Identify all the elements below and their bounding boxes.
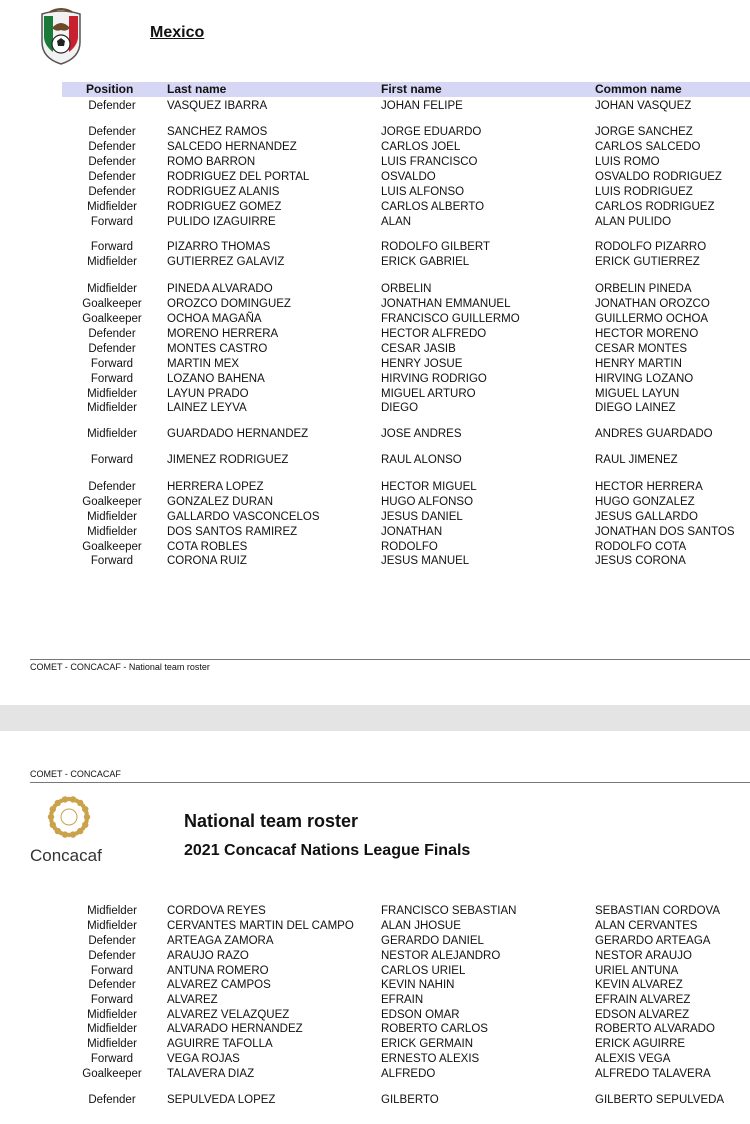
table-row	[0, 327, 750, 341]
player-common-name: GUILLERMO OCHOA	[595, 313, 709, 325]
table-row	[0, 140, 750, 154]
player-last-name: VASQUEZ IBARRA	[167, 100, 268, 112]
footer-text: COMET - CONCACAF - National team roster	[30, 662, 210, 672]
player-position: Forward	[90, 965, 134, 977]
table-row	[0, 964, 750, 978]
player-first-name: JOHAN FELIPE	[381, 100, 463, 112]
player-common-name: HECTOR MORENO	[595, 328, 699, 340]
player-common-name: EFRAIN ALVAREZ	[595, 994, 691, 1006]
table-row	[0, 904, 750, 918]
player-common-name: CESAR MONTES	[595, 343, 688, 355]
player-common-name: JESUS CORONA	[595, 555, 686, 567]
table-row	[0, 170, 750, 184]
player-common-name: JOHAN VASQUEZ	[595, 100, 692, 112]
table-row	[0, 934, 750, 948]
player-first-name: KEVIN NAHIN	[381, 979, 455, 991]
player-last-name: PIZARRO THOMAS	[167, 241, 271, 253]
player-position: Defender	[88, 171, 136, 183]
player-last-name: GUARDADO HERNANDEZ	[167, 428, 309, 440]
player-common-name: KEVIN ALVAREZ	[595, 979, 683, 991]
table-row	[0, 1093, 750, 1107]
table-row	[0, 427, 750, 441]
player-first-name: LUIS ALFONSO	[381, 186, 465, 198]
player-last-name: ALVAREZ VELAZQUEZ	[167, 1009, 290, 1021]
player-first-name: HUGO ALFONSO	[381, 496, 474, 508]
player-position: Defender	[88, 141, 136, 153]
player-position: Goalkeeper	[82, 313, 142, 325]
header-common-name: Common name	[595, 82, 682, 96]
player-common-name: RODOLFO PIZARRO	[595, 241, 707, 253]
player-first-name: RODOLFO	[381, 541, 438, 553]
table-row	[0, 155, 750, 169]
player-last-name: HERRERA LOPEZ	[167, 481, 264, 493]
player-last-name: ALVAREZ	[167, 994, 218, 1006]
player-common-name: DIEGO LAINEZ	[595, 402, 676, 414]
table-row	[0, 255, 750, 269]
player-first-name: EDSON OMAR	[381, 1009, 460, 1021]
player-position: Defender	[88, 979, 136, 991]
player-last-name: LAYUN PRADO	[167, 388, 249, 400]
player-first-name: HENRY JOSUE	[381, 358, 463, 370]
player-position: Midfielder	[87, 388, 137, 400]
player-common-name: JESUS GALLARDO	[595, 511, 698, 523]
header-first-name: First name	[381, 82, 442, 96]
player-first-name: ERICK GABRIEL	[381, 256, 470, 268]
table-row	[0, 342, 750, 356]
player-position: Defender	[88, 343, 136, 355]
concacaf-sun-logo-icon	[44, 792, 94, 842]
table-row	[0, 1037, 750, 1051]
table-row	[0, 99, 750, 113]
table-row	[0, 993, 750, 1007]
player-position: Defender	[88, 186, 136, 198]
player-first-name: EFRAIN	[381, 994, 424, 1006]
document-title: National team roster	[184, 811, 359, 831]
player-last-name: DOS SANTOS RAMIREZ	[167, 526, 298, 538]
player-first-name: ERNESTO ALEXIS	[381, 1053, 480, 1065]
table-row	[0, 540, 750, 554]
player-first-name: CESAR JASIB	[381, 343, 456, 355]
table-row	[0, 185, 750, 199]
player-last-name: PINEDA ALVARADO	[167, 283, 273, 295]
player-common-name: CARLOS SALCEDO	[595, 141, 701, 153]
player-position: Midfielder	[87, 920, 137, 932]
player-common-name: HENRY MARTIN	[595, 358, 682, 370]
player-first-name: JORGE EDUARDO	[381, 126, 482, 138]
player-position: Defender	[88, 328, 136, 340]
player-first-name: ROBERTO CARLOS	[381, 1023, 488, 1035]
player-first-name: FRANCISCO GUILLERMO	[381, 313, 520, 325]
player-first-name: CARLOS JOEL	[381, 141, 461, 153]
player-position: Forward	[90, 454, 134, 466]
player-position: Forward	[90, 358, 134, 370]
player-first-name: HIRVING RODRIGO	[381, 373, 487, 385]
player-common-name: ALEXIS VEGA	[595, 1053, 671, 1065]
player-common-name: EDSON ALVAREZ	[595, 1009, 690, 1021]
player-first-name: ALAN JHOSUE	[381, 920, 461, 932]
page-separator	[0, 705, 750, 731]
player-position: Goalkeeper	[82, 541, 142, 553]
player-last-name: CERVANTES MARTIN DEL CAMPO	[167, 920, 354, 932]
table-row	[0, 282, 750, 296]
player-common-name: NESTOR ARAUJO	[595, 950, 692, 962]
player-position: Goalkeeper	[82, 496, 142, 508]
player-common-name: MIGUEL LAYUN	[595, 388, 680, 400]
player-last-name: VEGA ROJAS	[167, 1053, 240, 1065]
player-last-name: CORDOVA REYES	[167, 905, 266, 917]
player-common-name: ALAN CERVANTES	[595, 920, 698, 932]
player-position: Goalkeeper	[82, 1068, 142, 1080]
player-first-name: OSVALDO	[381, 171, 436, 183]
footer-divider	[30, 659, 750, 660]
player-common-name: HECTOR HERRERA	[595, 481, 703, 493]
table-row	[0, 387, 750, 401]
player-last-name: RODRIGUEZ DEL PORTAL	[167, 171, 310, 183]
player-first-name: ERICK GERMAIN	[381, 1038, 474, 1050]
player-last-name: OROZCO DOMINGUEZ	[167, 298, 291, 310]
player-first-name: RODOLFO GILBERT	[381, 241, 491, 253]
player-position: Forward	[90, 373, 134, 385]
player-last-name: ARTEAGA ZAMORA	[167, 935, 274, 947]
player-last-name: ROMO BARRON	[167, 156, 256, 168]
player-first-name: DIEGO	[381, 402, 419, 414]
player-first-name: JESUS DANIEL	[381, 511, 463, 523]
player-common-name: GERARDO ARTEAGA	[595, 935, 711, 947]
player-position: Midfielder	[87, 1009, 137, 1021]
player-common-name: ERICK GUTIERREZ	[595, 256, 700, 268]
player-last-name: OCHOA MAGAÑA	[167, 313, 262, 325]
player-position: Forward	[90, 555, 134, 567]
player-first-name: FRANCISCO SEBASTIAN	[381, 905, 517, 917]
table-row	[0, 357, 750, 371]
player-first-name: ALFREDO	[381, 1068, 436, 1080]
player-first-name: NESTOR ALEJANDRO	[381, 950, 501, 962]
roster-table-header	[62, 82, 750, 97]
player-position: Defender	[88, 126, 136, 138]
player-first-name: JONATHAN	[381, 526, 443, 538]
player-first-name: ALAN	[381, 216, 412, 228]
table-row	[0, 554, 750, 568]
player-position: Midfielder	[87, 526, 137, 538]
table-row	[0, 240, 750, 254]
player-last-name: MORENO HERRERA	[167, 328, 279, 340]
player-position: Defender	[88, 950, 136, 962]
player-position: Midfielder	[87, 256, 137, 268]
table-row	[0, 1052, 750, 1066]
concacaf-logo-text: Concacaf	[30, 846, 102, 865]
player-last-name: PULIDO IZAGUIRRE	[167, 216, 276, 228]
player-last-name: ALVAREZ CAMPOS	[167, 979, 271, 991]
player-first-name: GERARDO DANIEL	[381, 935, 484, 947]
player-common-name: JORGE SANCHEZ	[595, 126, 693, 138]
player-common-name: ALAN PULIDO	[595, 216, 672, 228]
player-common-name: CARLOS RODRIGUEZ	[595, 201, 715, 213]
player-common-name: GILBERTO SEPULVEDA	[595, 1094, 725, 1106]
player-last-name: TALAVERA DIAZ	[167, 1068, 255, 1080]
table-row	[0, 1022, 750, 1036]
document-subtitle: 2021 Concacaf Nations League Finals	[184, 842, 471, 859]
page2-header-text: COMET - CONCACAF	[30, 769, 121, 779]
table-row	[0, 525, 750, 539]
player-first-name: HECTOR ALFREDO	[381, 328, 487, 340]
table-row	[0, 1067, 750, 1081]
player-common-name: ORBELIN PINEDA	[595, 283, 692, 295]
player-common-name: ERICK AGUIRRE	[595, 1038, 686, 1050]
player-last-name: ANTUNA ROMERO	[167, 965, 269, 977]
table-row	[0, 949, 750, 963]
player-first-name: ORBELIN	[381, 283, 432, 295]
player-last-name: LAINEZ LEYVA	[167, 402, 247, 414]
player-first-name: CARLOS URIEL	[381, 965, 466, 977]
player-first-name: JONATHAN EMMANUEL	[381, 298, 511, 310]
player-position: Midfielder	[87, 283, 137, 295]
player-position: Midfielder	[87, 905, 137, 917]
player-first-name: CARLOS ALBERTO	[381, 201, 485, 213]
player-position: Midfielder	[87, 1023, 137, 1035]
table-row	[0, 215, 750, 229]
player-position: Defender	[88, 156, 136, 168]
player-position: Defender	[88, 1094, 136, 1106]
page2-header-divider	[30, 782, 750, 783]
player-last-name: SALCEDO HERNANDEZ	[167, 141, 297, 153]
player-common-name: JONATHAN OROZCO	[595, 298, 710, 310]
player-position: Defender	[88, 935, 136, 947]
player-position: Midfielder	[87, 402, 137, 414]
player-last-name: RODRIGUEZ GOMEZ	[167, 201, 282, 213]
player-common-name: OSVALDO RODRIGUEZ	[595, 171, 722, 183]
header-position: Position	[86, 82, 134, 96]
player-position: Goalkeeper	[82, 298, 142, 310]
player-last-name: GUTIERREZ GALAVIZ	[167, 256, 285, 268]
player-first-name: GILBERTO	[381, 1094, 439, 1106]
player-first-name: JESUS MANUEL	[381, 555, 470, 567]
player-last-name: ALVARADO HERNANDEZ	[167, 1023, 303, 1035]
table-row	[0, 495, 750, 509]
player-first-name: HECTOR MIGUEL	[381, 481, 477, 493]
player-first-name: LUIS FRANCISCO	[381, 156, 478, 168]
player-last-name: LOZANO BAHENA	[167, 373, 265, 385]
player-last-name: GONZALEZ DURAN	[167, 496, 274, 508]
player-common-name: URIEL ANTUNA	[595, 965, 679, 977]
player-position: Midfielder	[87, 1038, 137, 1050]
mexico-federation-crest-icon	[36, 6, 86, 66]
player-common-name: ALFREDO TALAVERA	[595, 1068, 711, 1080]
table-row	[0, 401, 750, 415]
player-common-name: ROBERTO ALVARADO	[595, 1023, 715, 1035]
table-row	[0, 919, 750, 933]
player-position: Forward	[90, 1053, 134, 1065]
header-last-name: Last name	[167, 82, 227, 96]
player-position: Forward	[90, 241, 134, 253]
player-common-name: SEBASTIAN CORDOVA	[595, 905, 721, 917]
player-position: Defender	[88, 481, 136, 493]
table-row	[0, 372, 750, 386]
player-position: Midfielder	[87, 511, 137, 523]
player-last-name: MONTES CASTRO	[167, 343, 268, 355]
player-common-name: JONATHAN DOS SANTOS	[595, 526, 735, 538]
table-row	[0, 200, 750, 214]
table-row	[0, 297, 750, 311]
player-common-name: HIRVING LOZANO	[595, 373, 694, 385]
table-row	[0, 978, 750, 992]
player-position: Forward	[90, 216, 134, 228]
player-position: Midfielder	[87, 428, 137, 440]
player-last-name: SANCHEZ RAMOS	[167, 126, 268, 138]
player-common-name: LUIS RODRIGUEZ	[595, 186, 693, 198]
player-last-name: GALLARDO VASCONCELOS	[167, 511, 320, 523]
player-position: Midfielder	[87, 201, 137, 213]
player-common-name: RAUL JIMENEZ	[595, 454, 678, 466]
player-position: Forward	[90, 994, 134, 1006]
table-row	[0, 453, 750, 467]
team-name: Mexico	[150, 24, 205, 41]
player-common-name: RODOLFO COTA	[595, 541, 687, 553]
player-last-name: AGUIRRE TAFOLLA	[167, 1038, 273, 1050]
player-last-name: MARTIN MEX	[167, 358, 239, 370]
player-first-name: JOSE ANDRES	[381, 428, 462, 440]
player-position: Defender	[88, 100, 136, 112]
table-row	[0, 510, 750, 524]
player-common-name: HUGO GONZALEZ	[595, 496, 695, 508]
player-first-name: RAUL ALONSO	[381, 454, 462, 466]
player-first-name: MIGUEL ARTURO	[381, 388, 476, 400]
table-row	[0, 312, 750, 326]
table-row	[0, 125, 750, 139]
player-last-name: SEPULVEDA LOPEZ	[167, 1094, 276, 1106]
table-row	[0, 1008, 750, 1022]
player-last-name: RODRIGUEZ ALANIS	[167, 186, 280, 198]
player-last-name: ARAUJO RAZO	[167, 950, 249, 962]
player-last-name: COTA ROBLES	[167, 541, 248, 553]
player-last-name: CORONA RUIZ	[167, 555, 247, 567]
player-last-name: JIMENEZ RODRIGUEZ	[167, 454, 289, 466]
player-common-name: LUIS ROMO	[595, 156, 660, 168]
table-row	[0, 480, 750, 494]
player-common-name: ANDRES GUARDADO	[595, 428, 713, 440]
